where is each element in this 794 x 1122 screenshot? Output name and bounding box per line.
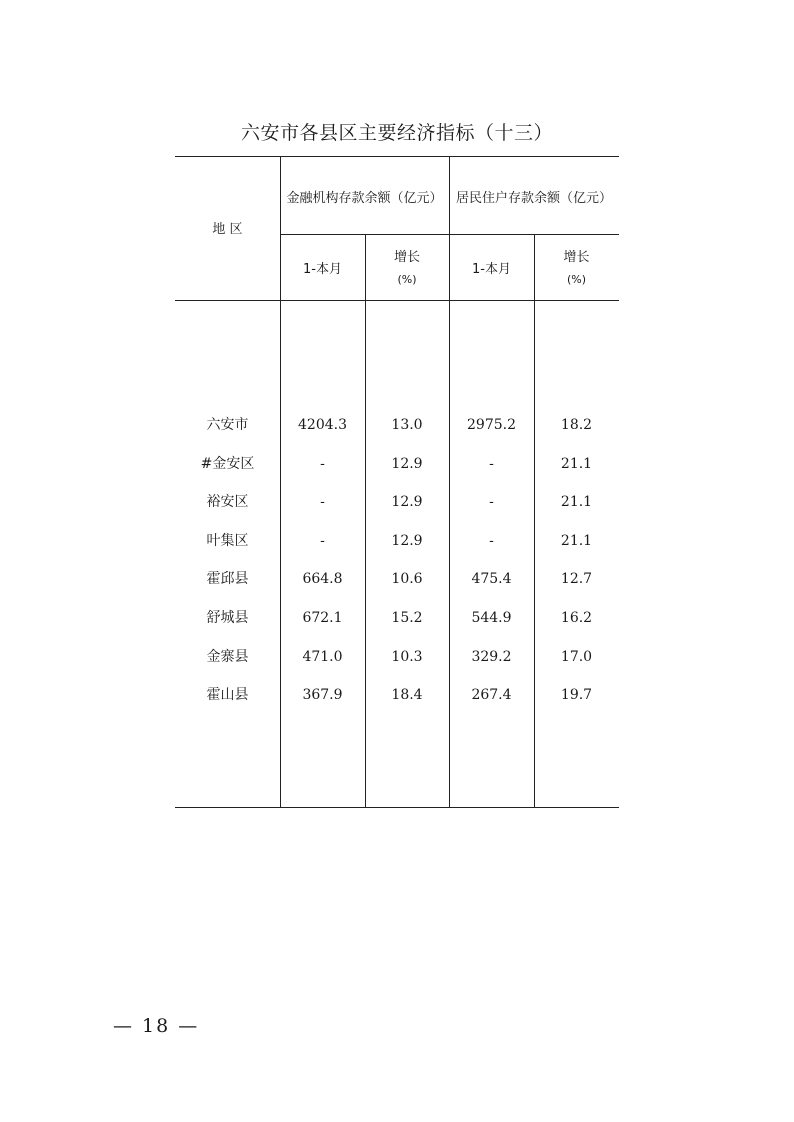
region-cell: 六安市 xyxy=(206,417,249,433)
region-cell: 舒城县 xyxy=(206,610,249,626)
financial-growth-cell: 12.9 xyxy=(391,494,423,510)
header-financial-deposits: 金融机构存款余额（亿元） xyxy=(286,191,443,206)
financial-growth-cell: 13.0 xyxy=(391,417,423,433)
table-row xyxy=(175,492,619,512)
financial-value-cell: - xyxy=(320,494,325,510)
header-growth-label: 增长 xyxy=(393,250,420,265)
financial-value-cell: 672.1 xyxy=(302,610,343,626)
table-bottom-rule xyxy=(175,807,619,808)
financial-growth-cell: 10.6 xyxy=(391,571,423,587)
header-growth-unit: (%) xyxy=(397,273,417,286)
household-value-cell: - xyxy=(489,494,494,510)
economic-indicators-table xyxy=(175,156,619,808)
household-value-cell: - xyxy=(489,456,494,472)
household-growth-cell: 19.7 xyxy=(560,687,593,703)
header-region: 地 区 xyxy=(212,222,243,237)
household-growth-cell: 16.2 xyxy=(560,610,593,626)
header-growth-unit: (%) xyxy=(566,273,587,286)
household-growth-cell: 12.7 xyxy=(560,571,593,587)
household-value-cell: 329.2 xyxy=(471,649,512,665)
region-cell: 金寨县 xyxy=(206,649,249,665)
financial-growth-cell: 12.9 xyxy=(391,533,423,549)
financial-growth-cell: 12.9 xyxy=(391,456,423,472)
table-row xyxy=(175,415,619,435)
column-divider xyxy=(534,234,535,808)
household-growth-cell: 21.1 xyxy=(560,456,593,472)
header-period: 1-本月 xyxy=(303,262,342,277)
header-household-deposits: 居民住户存款余额（亿元） xyxy=(455,191,612,206)
region-cell: 霍山县 xyxy=(206,687,249,703)
column-divider xyxy=(365,234,366,808)
table-row xyxy=(175,685,619,705)
household-growth-cell: 17.0 xyxy=(560,649,593,665)
financial-value-cell: 4204.3 xyxy=(298,417,347,433)
household-growth-cell: 21.1 xyxy=(560,533,593,549)
header-growth-label: 增长 xyxy=(563,250,590,265)
household-value-cell: 475.4 xyxy=(471,571,512,587)
financial-growth-cell: 15.2 xyxy=(391,610,423,626)
header-growth xyxy=(534,250,619,288)
financial-growth-cell: 10.3 xyxy=(391,649,423,665)
table-top-rule xyxy=(175,156,619,157)
column-divider xyxy=(280,156,281,808)
region-cell: #金安区 xyxy=(200,456,255,472)
table-row xyxy=(175,531,619,551)
header-growth xyxy=(365,250,449,288)
page-number: — 18 — xyxy=(113,1015,200,1037)
household-value-cell: 2975.2 xyxy=(467,417,516,433)
financial-value-cell: 471.0 xyxy=(302,649,343,665)
household-growth-cell: 18.2 xyxy=(560,417,593,433)
household-value-cell: - xyxy=(489,533,494,549)
financial-value-cell: - xyxy=(320,456,325,472)
header-bottom-rule xyxy=(175,300,619,301)
header-period: 1-本月 xyxy=(472,262,511,277)
region-cell: 叶集区 xyxy=(206,533,249,549)
region-cell: 霍邱县 xyxy=(206,571,249,587)
financial-value-cell: 664.8 xyxy=(302,571,343,587)
household-value-cell: 267.4 xyxy=(471,687,512,703)
table-row xyxy=(175,454,619,474)
household-value-cell: 544.9 xyxy=(471,610,512,626)
financial-growth-cell: 18.4 xyxy=(391,687,423,703)
column-divider xyxy=(449,156,450,808)
table-title: 六安市各县区主要经济指标（十三） xyxy=(240,122,553,144)
financial-value-cell: 367.9 xyxy=(302,687,343,703)
table-row xyxy=(175,569,619,589)
table-row xyxy=(175,647,619,667)
household-growth-cell: 21.1 xyxy=(560,494,593,510)
financial-value-cell: - xyxy=(320,533,325,549)
region-cell: 裕安区 xyxy=(206,494,249,510)
table-row xyxy=(175,608,619,628)
